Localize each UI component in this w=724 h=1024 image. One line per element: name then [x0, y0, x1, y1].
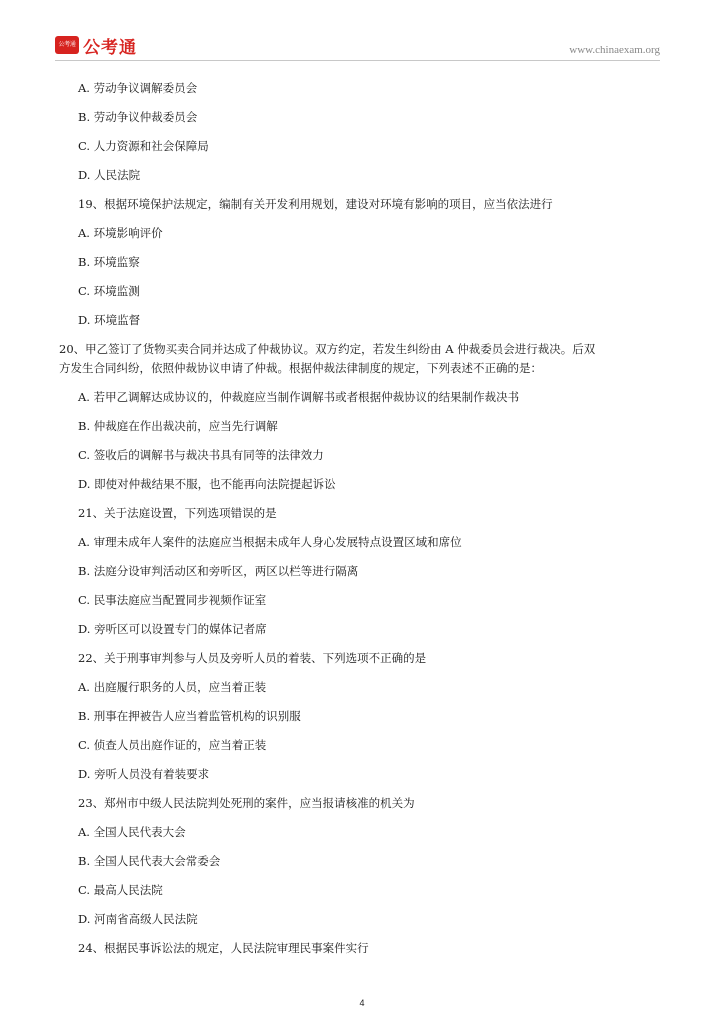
question-22: 22、关于刑事审判参与人员及旁听人员的着装、下列选项不正确的是: [78, 651, 427, 665]
option-line: C. 人力资源和社会保障局: [78, 139, 209, 153]
option-line: C. 最高人民法院: [78, 883, 163, 897]
question-20: 20、甲乙签订了货物买卖合同并达成了仲裁协议。双方约定，若发生纠纷由 A 仲裁委员会进行裁决。后双: [59, 342, 596, 356]
page-header: [0, 0, 724, 64]
header-divider: [55, 60, 660, 61]
site-url: www.chinaexam.org: [569, 44, 660, 56]
page-number: 4: [359, 998, 365, 1008]
option-line: D. 环境监督: [78, 313, 141, 327]
option-line: B. 环境监察: [78, 255, 140, 269]
option-line: B. 劳动争议仲裁委员会: [78, 110, 198, 124]
question-21: 21、关于法庭设置，下列选项错误的是: [78, 506, 277, 520]
option-line: B. 法庭分设审判活动区和旁听区，两区以栏等进行隔离: [78, 564, 359, 578]
option-line: A. 劳动争议调解委员会: [78, 81, 198, 95]
option-line: C. 签收后的调解书与裁决书具有同等的法律效力: [78, 448, 324, 462]
option-line: A. 若甲乙调解达成协议的，仲裁庭应当制作调解书或者根据仲裁协议的结果制作裁决书: [78, 390, 520, 404]
option-line: D. 旁听区可以设置专门的媒体记者席: [78, 622, 267, 636]
option-line: C. 民事法庭应当配置同步视频作证室: [78, 593, 267, 607]
question-19: 19、根据环境保护法规定，编制有关开发利用规划，建设对环境有影响的项目，应当依法进行: [78, 197, 553, 211]
option-line: C. 侦查人员出庭作证的，应当着正装: [78, 738, 267, 752]
brand-logo-badge: 公考通: [55, 36, 79, 54]
option-line: D. 旁听人员没有着装要求: [78, 767, 210, 781]
question-content: [59, 80, 668, 969]
option-line: A. 出庭履行职务的人员，应当着正装: [78, 680, 267, 694]
option-line: A. 环境影响评价: [78, 226, 163, 240]
question-23: 23、郑州市中级人民法院判处死刑的案件，应当报请核准的机关为: [78, 796, 415, 810]
option-line: D. 人民法院: [78, 168, 141, 182]
option-line: D. 河南省高级人民法院: [78, 912, 198, 926]
brand-name: 公考通: [83, 38, 137, 58]
option-line: B. 刑事在押被告人应当着监管机构的识别服: [78, 709, 301, 723]
question-20-continued: 方发生合同纠纷，依照仲裁协议申请了仲裁。根据仲裁法律制度的规定，下列表述不正确的是：: [59, 361, 542, 375]
question-24: 24、根据民事诉讼法的规定，人民法院审理民事案件实行: [78, 941, 369, 955]
option-line: A. 审理未成年人案件的法庭应当根据未成年人身心发展特点设置区域和席位: [78, 535, 462, 549]
option-line: B. 仲裁庭在作出裁决前，应当先行调解: [78, 419, 278, 433]
option-line: C. 环境监测: [78, 284, 140, 298]
option-line: B. 全国人民代表大会常委会: [78, 854, 221, 868]
option-line: D. 即使对仲裁结果不服，也不能再向法院提起诉讼: [78, 477, 336, 491]
option-line: A. 全国人民代表大会: [78, 825, 186, 839]
